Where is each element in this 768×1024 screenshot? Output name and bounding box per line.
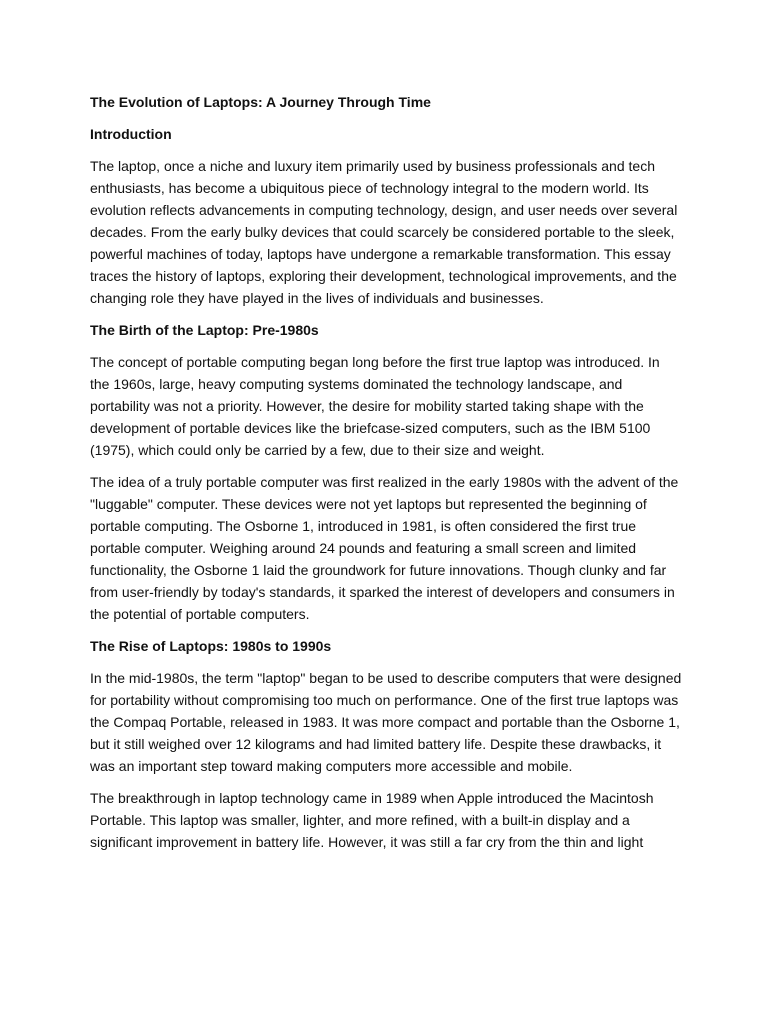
section-heading-rise: The Rise of Laptops: 1980s to 1990s [90, 638, 332, 654]
rise-paragraph-1: In the mid-1980s, the term "laptop" began to be used to describe computers that were designed for portability without compromising too much on performance. One of the first true laptops was the Compaq Portable, released in 1983. It was more compact and portable than the Osborne 1, but it still weighed over 12 kilograms and had limited battery life. Despite these drawbacks, it was an important step toward making computers more accessible and mobile. [90, 670, 682, 774]
birth-paragraph-2: The idea of a truly portable computer was first realized in the early 1980s with the advent of the "luggable" computer. These devices were not yet laptops but represented the beginning of portable computing. The Osborne 1, introduced in 1981, is often considered the first true portable computer. Weighing around 24 pounds and featuring a small screen and limited functionality, the Osborne 1 laid the groundwork for future innovations. Though clunky and far from user-friendly by today's standards, it sparked the interest of developers and consumers in the potential of portable computers. [90, 474, 679, 622]
document-page [90, 91, 682, 911]
section-heading-birth: The Birth of the Laptop: Pre-1980s [90, 322, 319, 338]
introduction-paragraph: The laptop, once a niche and luxury item primarily used by business professionals and tech enthusiasts, has become a ubiquitous piece of technology integral to the modern world. Its evolution reflects advancements in computing technology, design, and user needs over several decades. From the early bulky devices that could scarcely be considered portable to the sleek, powerful machines of today, laptops have undergone a remarkable transformation. This essay traces the history of laptops, exploring their development, technological improvements, and the changing role they have played in the lives of individuals and businesses. [90, 158, 678, 306]
section-heading-introduction: Introduction [90, 126, 172, 142]
rise-paragraph-2: The breakthrough in laptop technology came in 1989 when Apple introduced the Macintosh Portable. This laptop was smaller, lighter, and more refined, with a built-in display and a significant improvement in battery life. However, it was still a far cry from the thin and light [90, 790, 654, 850]
birth-paragraph-1: The concept of portable computing began long before the first true laptop was introduced. In the 1960s, large, heavy computing systems dominated the technology landscape, and portability was not a priority. However, the desire for mobility started taking shape with the development of portable devices like the briefcase-sized computers, such as the IBM 5100 (1975), which could only be carried by a few, due to their size and weight. [90, 354, 660, 458]
document-title: The Evolution of Laptops: A Journey Through Time [90, 94, 431, 110]
